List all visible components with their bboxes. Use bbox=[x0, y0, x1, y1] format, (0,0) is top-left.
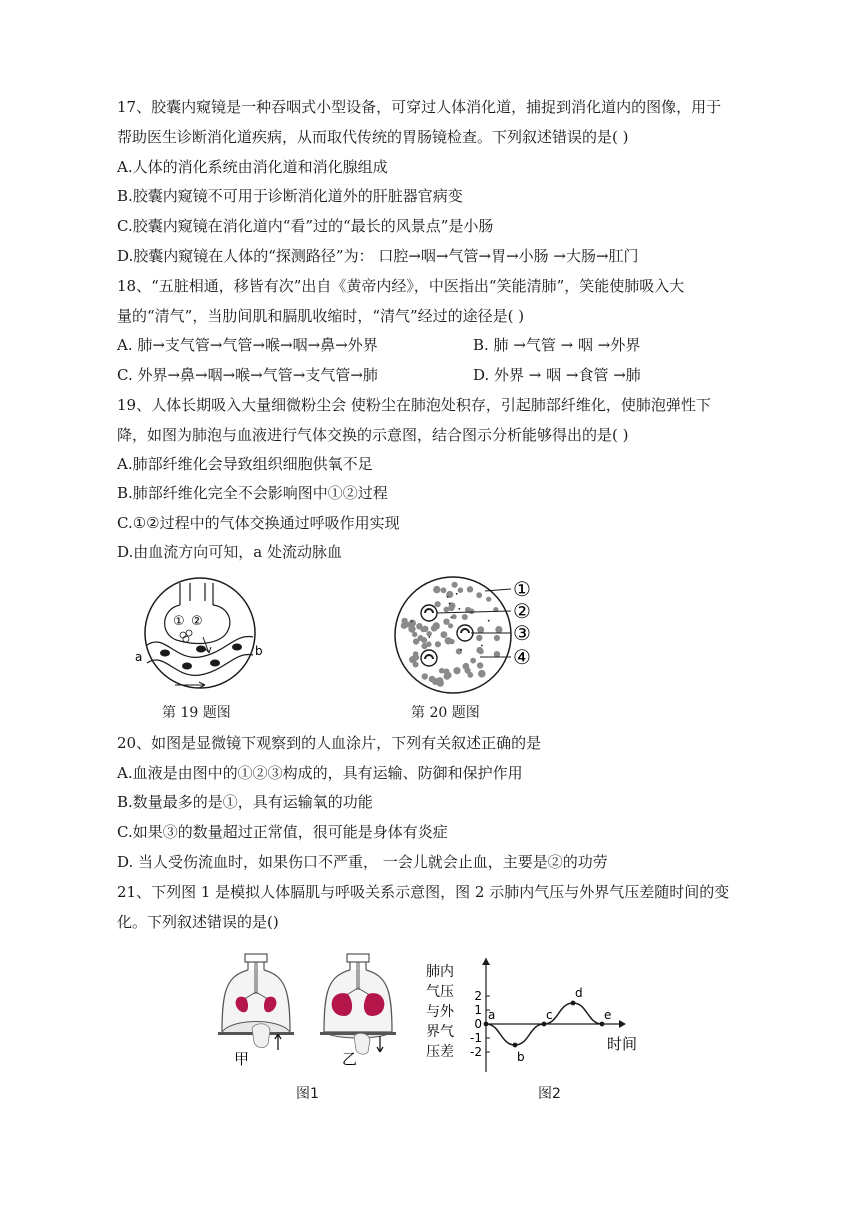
ylabel-line-3: 与外 bbox=[426, 1004, 454, 1020]
ylabel-line-1: 肺内 bbox=[426, 964, 454, 980]
fig20-blood-smear bbox=[385, 573, 555, 698]
red-blood-cell bbox=[441, 631, 448, 638]
fig19-alveolus-diagram bbox=[125, 575, 275, 695]
red-blood-cell bbox=[453, 667, 460, 674]
q19-option-d: D.由血流方向可知，a 处流动脉血 bbox=[117, 543, 342, 561]
y-tick-label: -2 bbox=[470, 1045, 482, 1059]
platelet bbox=[456, 593, 458, 595]
jar-jia-label: 甲 bbox=[234, 1050, 250, 1068]
platelet bbox=[411, 621, 413, 623]
q17-option-a: A.人体的消化系统由消化道和消化腺组成 bbox=[117, 158, 388, 176]
red-blood-cell bbox=[433, 586, 440, 593]
fig20-caption: 第 20 题图 bbox=[411, 705, 480, 721]
fig1-bell-jar-models bbox=[212, 952, 412, 1102]
red-blood-cell bbox=[445, 637, 452, 644]
chart-points bbox=[484, 986, 612, 1064]
fig20-white-cell-3 bbox=[457, 625, 473, 641]
ylabel-line-2: 气压 bbox=[426, 984, 454, 1000]
red-blood-cell bbox=[478, 670, 486, 678]
red-blood-cell bbox=[476, 592, 482, 598]
q18-option-a: A. 肺→支气管→气管→喉→咽→鼻→外界 bbox=[117, 336, 378, 354]
q19-option-a: A.肺部纤维化会导致组织细胞供氧不足 bbox=[117, 455, 373, 473]
red-blood-cell bbox=[477, 626, 484, 633]
red-blood-cell bbox=[409, 620, 416, 627]
chart-xlabel: 时间 bbox=[607, 1035, 638, 1053]
red-blood-cell bbox=[435, 601, 441, 607]
fig2-pressure-chart bbox=[420, 952, 650, 1082]
q17-option-c: C.胶囊内窥镜在消化道内“看”过的“最长的风景点”是小肠 bbox=[117, 217, 494, 235]
q18-option-b: B. 肺 →气管 → 咽 →外界 bbox=[473, 336, 641, 354]
platelet bbox=[449, 603, 451, 605]
fig19-label-1: ① bbox=[173, 614, 185, 629]
arrow-down-yi bbox=[377, 1036, 383, 1052]
q17-stem-line2: 帮助医生诊断消化道疾病，从而取代传统的胃肠镜检查。下列叙述错误的是( ) bbox=[117, 128, 629, 146]
red-blood-cell bbox=[470, 658, 476, 664]
q18-option-d: D. 外界 → 咽 →食管 →肺 bbox=[473, 366, 641, 384]
fig20-label-4: ④ bbox=[513, 645, 531, 669]
red-blood-cell bbox=[452, 582, 458, 588]
fig19-label-a: a bbox=[135, 650, 143, 664]
chart-point-d bbox=[571, 1001, 576, 1006]
red-blood-cell bbox=[412, 632, 417, 637]
chart-point-a bbox=[484, 1022, 489, 1027]
jar-yi bbox=[320, 954, 396, 1068]
q19-option-c: C.①②过程中的气体交换通过呼吸作用实现 bbox=[117, 514, 400, 532]
fig20-label-3: ③ bbox=[513, 621, 531, 645]
q20-option-d: D. 当人受伤流血时，如果伤口不严重， 一会儿就会止血，主要是②的功劳 bbox=[117, 853, 608, 871]
red-blood-cell bbox=[439, 668, 445, 674]
fig20-label-2: ② bbox=[513, 599, 531, 623]
chart-point-b bbox=[513, 1043, 518, 1048]
fig20-white-cell-4 bbox=[421, 650, 437, 666]
platelet bbox=[447, 596, 449, 598]
q20-option-b: B.数量最多的是①，具有运输氧的功能 bbox=[117, 793, 373, 811]
platelet bbox=[451, 617, 453, 619]
q19-stem-line2: 降，如图为肺泡与血液进行气体交换的示意图，结合图示分析能够得出的是( ) bbox=[117, 426, 629, 444]
y-tick-label: 1 bbox=[474, 1003, 482, 1017]
q18-stem-line1: 18、“五脏相通，移皆有次”出自《黄帝内经》，中医指出“笑能清肺”，笑能使肺吸入大 bbox=[117, 277, 685, 295]
hand-jia bbox=[252, 1024, 270, 1048]
red-blood-cell bbox=[443, 619, 449, 625]
fig19-outer-circle bbox=[145, 578, 255, 688]
red-blood-cell bbox=[494, 651, 500, 657]
fig20-white-cell-2 bbox=[421, 605, 437, 621]
red-blood-cell bbox=[441, 587, 447, 593]
chart-point-label-d: d bbox=[575, 986, 583, 1000]
fig19-capillary-bottom bbox=[147, 654, 253, 675]
red-blood-cell bbox=[495, 626, 502, 633]
fig1-caption: 图1 bbox=[296, 1086, 319, 1102]
red-blood-cell bbox=[486, 597, 491, 602]
red-blood-cell bbox=[467, 586, 473, 592]
fig20-label-1: ① bbox=[513, 577, 531, 601]
red-blood-cell bbox=[448, 623, 453, 628]
chart-point-label-a: a bbox=[488, 1008, 496, 1022]
q20-option-a: A.血液是由图中的①②③构成的，具有运输、防御和保护作用 bbox=[117, 764, 523, 782]
red-blood-cell bbox=[401, 618, 407, 624]
q17-option-b: B.胶囊内窥镜不可用于诊断消化道外的肝脏器官病变 bbox=[117, 187, 463, 205]
jar-jia bbox=[218, 954, 294, 1068]
red-blood-cell bbox=[435, 641, 441, 647]
q19-option-b: B.肺部纤维化完全不会影响图中①②过程 bbox=[117, 484, 388, 502]
red-blood-cell bbox=[452, 614, 457, 619]
red-blood-cell bbox=[462, 614, 468, 620]
red-blood-cell bbox=[421, 627, 426, 632]
red-blood-cell bbox=[410, 656, 417, 663]
fig19-label-b: b bbox=[255, 644, 263, 658]
fig19-caption: 第 19 题图 bbox=[162, 705, 231, 721]
platelet bbox=[481, 645, 483, 647]
y-tick-label: -1 bbox=[470, 1031, 482, 1045]
platelet bbox=[460, 649, 462, 651]
jar-yi-label: 乙 bbox=[342, 1050, 358, 1068]
q18-stem-line2: 量的“清气”，当肋间肌和膈肌收缩时，“清气”经过的途径是( ) bbox=[117, 307, 525, 325]
fig2-caption: 图2 bbox=[538, 1086, 561, 1102]
red-blood-cell bbox=[458, 587, 464, 593]
red-blood-cell bbox=[436, 677, 443, 684]
y-tick-label: 0 bbox=[474, 1017, 482, 1031]
chart-point-c bbox=[542, 1022, 547, 1027]
red-blood-cell bbox=[427, 631, 432, 636]
red-blood-cell bbox=[426, 641, 432, 647]
platelet bbox=[459, 608, 461, 610]
fig19-label-2: ② bbox=[191, 614, 203, 629]
red-blood-cell bbox=[463, 663, 470, 670]
red-blood-cell bbox=[477, 662, 483, 668]
platelet bbox=[428, 636, 430, 638]
red-blood-cell bbox=[476, 635, 482, 641]
q17-option-d: D.胶囊内窥镜在人体的“探测路径”为： 口腔→咽→气管→胃→小肠 →大肠→肛门 bbox=[117, 247, 639, 265]
q20-stem-line1: 20、如图是显微镜下观察到的人血涂片，下列有关叙述正确的是 bbox=[117, 734, 542, 752]
q18-option-c: C. 外界→鼻→咽→喉→气管→支气管→肺 bbox=[117, 366, 378, 384]
chart-ylabel bbox=[426, 963, 455, 1060]
q21-stem-line2: 化。下列叙述错误的是() bbox=[117, 913, 279, 931]
arrow-up-jia bbox=[275, 1034, 281, 1050]
q20-option-c: C.如果③的数量超过正常值，很可能是身体有炎症 bbox=[117, 823, 448, 841]
red-blood-cell bbox=[444, 673, 451, 680]
chart-point-label-e: e bbox=[604, 1008, 612, 1022]
red-blood-cell bbox=[418, 635, 424, 641]
red-blood-cell bbox=[433, 622, 440, 629]
chart-point-label-b: b bbox=[517, 1050, 525, 1064]
chart-point-e bbox=[600, 1022, 605, 1027]
q19-stem-line1: 19、人体长期吸入大量细微粉尘会 使粉尘在肺泡处积存，引起肺部纤维化，使肺泡弹性下 bbox=[117, 396, 711, 414]
q21-stem-line1: 21、下列图 1 是模拟人体膈肌与呼吸关系示意图，图 2 示肺内气压与外界气压差随时间的变 bbox=[117, 883, 730, 901]
red-blood-cell bbox=[476, 647, 483, 654]
red-blood-cell bbox=[429, 676, 436, 683]
fig19-airway bbox=[180, 583, 213, 605]
y-tick-label: 2 bbox=[474, 989, 482, 1003]
platelet bbox=[488, 620, 490, 622]
ylabel-line-5: 压差 bbox=[426, 1044, 454, 1060]
red-blood-cell bbox=[422, 673, 428, 679]
red-blood-cell bbox=[494, 635, 500, 641]
q17-stem-line1: 17、胶囊内窥镜是一种吞咽式小型设备，可穿过人体消化道，捕捉到消化道内的图像，用于 bbox=[117, 98, 722, 116]
ylabel-line-4: 界气 bbox=[426, 1024, 454, 1040]
chart-point-label-c: c bbox=[546, 1008, 553, 1022]
